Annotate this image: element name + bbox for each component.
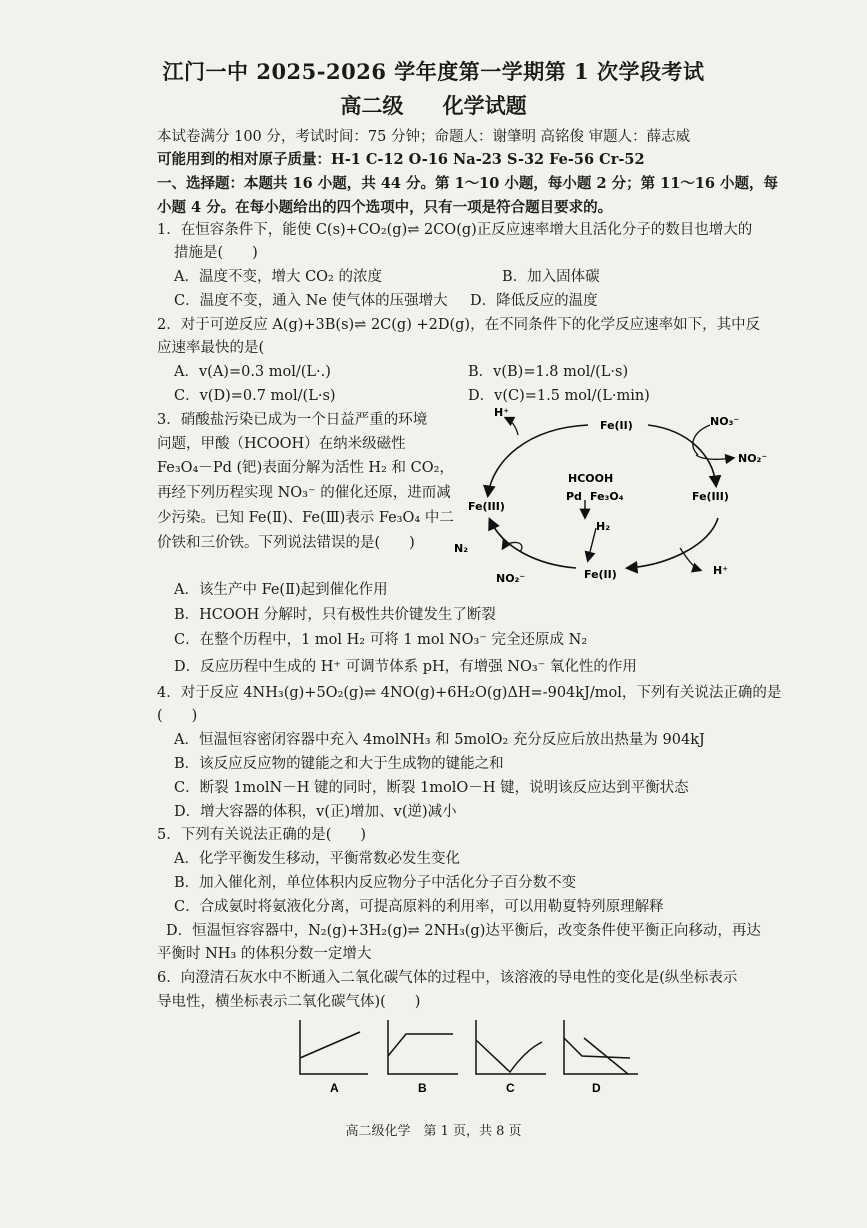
q3-stem-line1: 3．硝酸盐污染已成为一个日益严重的环境 (157, 412, 428, 428)
q5-option-d-line1: D．恒温恒容容器中，N₂(g)+3H₂(g)⇌ 2NH₃(g)达平衡后，改变条件使平衡正向移动，再达 (166, 923, 761, 939)
q3-option-b: B．HCOOH 分解时，只有极性共价键发生了断裂 (174, 607, 496, 623)
section-instructions-2: 小题 4 分。在每小题给出的四个选项中，只有一项是符合题目要求的。 (157, 199, 613, 216)
q2-option-c: C．v(D)=0.7 mol/(L·s) (174, 388, 336, 404)
graph-d-axes (564, 1020, 638, 1074)
q5-option-b: B．加入催化剂，单位体积内反应物分子中活化分子百分数不变 (174, 875, 577, 891)
q4-option-b: B．该反应反应物的键能之和大于生成物的键能之和 (174, 756, 504, 772)
q1-option-d: D．降低反应的温度 (470, 293, 598, 309)
graph-c (476, 1020, 546, 1095)
q2-option-a: A．v(A)=0.3 mol/(L·.) (174, 364, 331, 380)
arrow-h-plus-bottom-out (680, 548, 700, 570)
q5-stem: 5．下列有关说法正确的是( ) (157, 827, 367, 843)
q2-option-b: B．v(B)=1.8 mol/(L·s) (468, 364, 629, 380)
q1-option-c: C．温度不变，通入 Ne 使气体的压强增大 (174, 293, 448, 309)
q4-stem-line2: ( ) (157, 708, 198, 724)
q3-option-d: D．反应历程中生成的 H⁺ 可调节体系 pH，有增强 NO₃⁻ 氧化性的作用 (174, 659, 637, 675)
graph-c-axes (476, 1020, 546, 1074)
arrow-h2-to-cycle (588, 528, 596, 560)
q3-stem-line4: 再经下列历程实现 NO₃⁻ 的催化还原，进而减 (157, 485, 451, 501)
q1-option-a: A．温度不变，增大 CO₂ 的浓度 (174, 269, 382, 285)
label-hcooh: HCOOH (568, 472, 614, 485)
label-fe2-top: Fe(II) (600, 419, 633, 432)
label-h-plus-bottom: H⁺ (713, 564, 729, 577)
q3-option-a: A．该生产中 Fe(Ⅱ)起到催化作用 (174, 582, 388, 598)
q6-option-graphs (288, 1010, 648, 1100)
q2-stem-line1: 2．对于可逆反应 A(g)+3B(s)⇌ 2C(g) +2D(g)，在不同条件下的化学反应速率如下，其中反 (157, 317, 761, 333)
graph-a-label: A (330, 1081, 339, 1095)
q3-option-c: C．在整个历程中，1 mol H₂ 可将 1 mol NO₃⁻ 完全还原成 N₂ (174, 632, 588, 648)
q5-option-a: A．化学平衡发生移动，平衡常数必发生变化 (174, 851, 460, 867)
q3-stem-line6: 价铁和三价铁。下列说法错误的是( ) (157, 535, 415, 551)
q1-option-b: B．加入固体碳 (502, 269, 600, 285)
q2-option-d: D．v(C)=1.5 mol/(L·min) (468, 388, 650, 404)
label-no2-right: NO₂⁻ (738, 452, 768, 465)
exam-subtitle: 高二级 化学试题 (340, 93, 527, 118)
q5-option-d-line2: 平衡时 NH₃ 的体积分数一定增大 (157, 946, 372, 962)
label-pd: Pd (566, 490, 582, 503)
q2-stem-line2: 应速率最快的是( (157, 340, 265, 356)
graph-a (300, 1020, 368, 1095)
graph-b-axes (388, 1020, 458, 1074)
graph-b (388, 1020, 458, 1095)
label-fe2-bottom: Fe(II) (584, 568, 617, 581)
catalytic-cycle-diagram (448, 400, 778, 585)
graph-d (564, 1020, 638, 1095)
q4-option-a: A．恒温恒容密闭容器中充入 4molNH₃ 和 5molO₂ 充分反应后放出热量为 904kJ (174, 732, 705, 748)
graph-d-label: D (592, 1081, 601, 1095)
cycle-arc-bottom-left (490, 520, 576, 568)
exam-title: 江门一中 2025-2026 学年度第一学期第 1 次学段考试 (162, 59, 705, 84)
q4-option-d: D．增大容器的体积，v(正)增加、v(逆)减小 (174, 804, 457, 820)
label-no2-bottom: NO₂⁻ (496, 572, 526, 585)
q6-stem-line1: 6．向澄清石灰水中不断通入二氧化碳气体的过程中，该溶液的导电性的变化是(纵坐标表示 (157, 970, 738, 986)
label-h-plus-top: H⁺ (494, 406, 510, 419)
atomic-mass-line: 可能用到的相对原子质量：H-1 C-12 O-16 Na-23 S-32 Fe-56 Cr-52 (157, 151, 645, 168)
page-footer: 高二级化学 第 1 页，共 8 页 (345, 1124, 522, 1139)
cycle-arc-bottom-right (628, 518, 718, 568)
graph-c-label: C (506, 1081, 515, 1095)
label-fe3-right: Fe(III) (692, 490, 729, 503)
label-no3: NO₃⁻ (710, 415, 740, 428)
q3-stem-line3: Fe₃O₄－Pd (钯)表面分解为活性 H₂ 和 CO₂， (157, 460, 454, 476)
q3-stem-line5: 少污染。已知 Fe(Ⅱ)、Fe(Ⅲ)表示 Fe₃O₄ 中二 (157, 510, 454, 526)
graph-a-curve (300, 1032, 360, 1058)
arrow-no2-out (696, 455, 733, 459)
exam-info-line: 本试卷满分 100 分，考试时间：75 分钟；命题人：谢肇明 高铭俊 审题人：薛志威 (157, 129, 691, 145)
q1-stem-line1: 1．在恒容条件下，能使 C(s)+CO₂(g)⇌ 2CO(g)正反应速率增大且活化分子的数目也增大的 (157, 222, 753, 238)
section-instructions-1: 一、选择题：本题共 16 小题，共 44 分。第 1～10 小题，每小题 2 分；第 11～16 小题，每 (157, 175, 779, 192)
graph-b-label: B (418, 1081, 427, 1095)
graph-c-curve (476, 1040, 542, 1072)
graph-b-curve (388, 1034, 453, 1056)
q3-stem-line2: 问题，甲酸（HCOOH）在纳米级磁性 (157, 436, 406, 452)
q4-option-c: C．断裂 1molN－H 键的同时，断裂 1molO－H 键，说明该反应达到平衡状态 (174, 780, 689, 796)
label-h2: H₂ (596, 520, 611, 533)
label-n2: N₂ (454, 542, 469, 555)
q6-stem-line2: 导电性，横坐标表示二氧化碳气体)( ) (157, 994, 421, 1010)
graph-a-axes (300, 1020, 368, 1074)
q5-option-c: C．合成氨时将氨液化分离，可提高原料的利用率，可以用勒夏特列原理解释 (174, 899, 664, 915)
cycle-arc-top-right (648, 425, 716, 485)
label-fe3o4: Fe₃O₄ (590, 490, 624, 503)
arrow-h-plus-out (506, 418, 518, 435)
q1-stem-line2: 措施是( ) (174, 245, 258, 261)
q4-stem-line1: 4．对于反应 4NH₃(g)+5O₂(g)⇌ 4NO(g)+6H₂O(g)ΔH=-904kJ/mol，下列有关说法正确的是 (157, 685, 782, 701)
label-fe3-left: Fe(III) (468, 500, 505, 513)
